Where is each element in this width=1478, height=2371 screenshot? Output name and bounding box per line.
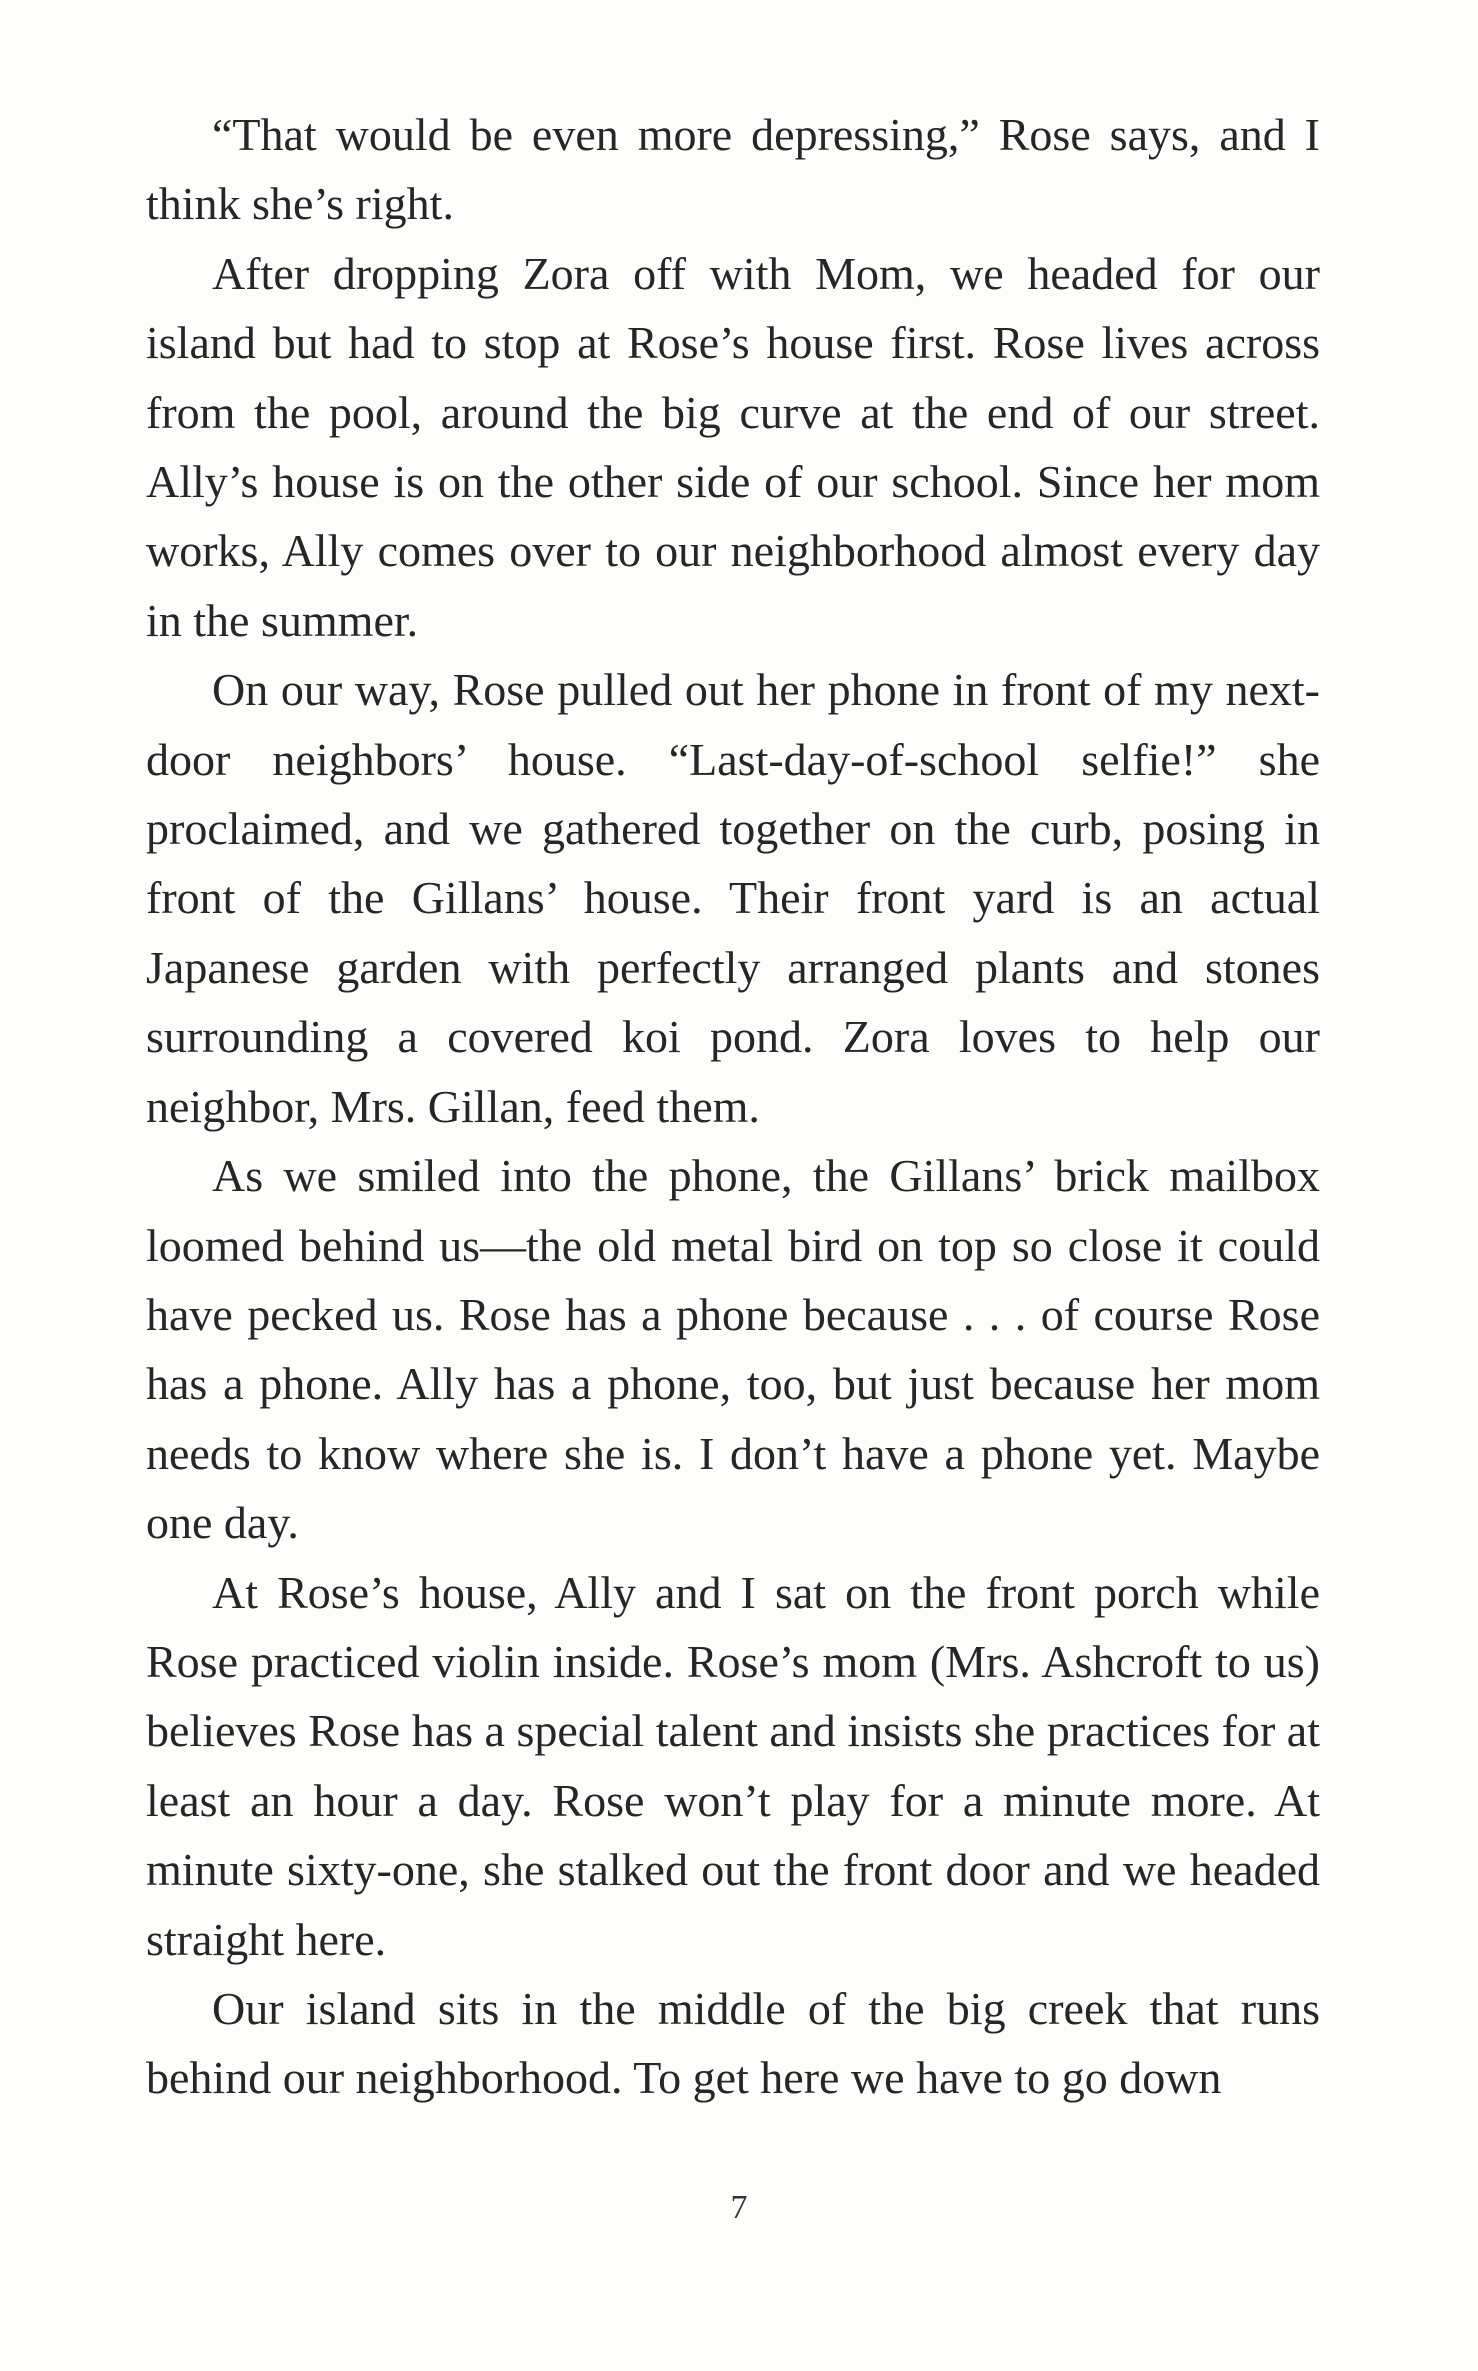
paragraph: “That would be even more depressing,” Rose says, and I think she’s right. xyxy=(146,109,1320,230)
paragraph: After dropping Zora off with Mom, we headed for our island but had to stop at Rose’s house first. Rose lives across from the pool, around the big curve at the end of our street. Ally’s house is on the other side of our school. Since her mom works, Ally comes over to our neighborhood almost every day in the summer. xyxy=(146,247,1320,646)
paragraph: Our island sits in the middle of the big creek that runs behind our neighborhood. To get here we have to go down xyxy=(146,1982,1320,2104)
paragraph: On our way, Rose pulled out her phone in front of my next-door neighbors’ house. “Last-day-of-school selfie!” she proclaimed, and we gathered together on the curb, posing in front of the Gillans’ house. Their front yard is an actual Japanese garden with perfectly arranged plants and stones surrounding a covered koi pond. Zora loves to help our neighbor, Mrs. Gillan, feed them. xyxy=(146,664,1320,1132)
body-text xyxy=(146,100,1320,2113)
paragraph: At Rose’s house, Ally and I sat on the front porch while Rose practiced violin inside. Rose’s mom (Mrs. Ashcroft to us) believes Rose has a special talent and insists she practices for at least an hour a day. Rose won’t play for a minute more. At minute sixty-one, she stalked out the front door and we headed straight here. xyxy=(146,1566,1320,1965)
paragraph: As we smiled into the phone, the Gillans’ brick mailbox loomed behind us—the old metal bird on top so close it could have pecked us. Rose has a phone because . . . of course Rose has a phone. Ally has a phone, too, but just because her mom needs to know where she is. I don’t have a phone yet. Maybe one day. xyxy=(146,1150,1320,1549)
page-number: 7 xyxy=(730,2189,748,2226)
